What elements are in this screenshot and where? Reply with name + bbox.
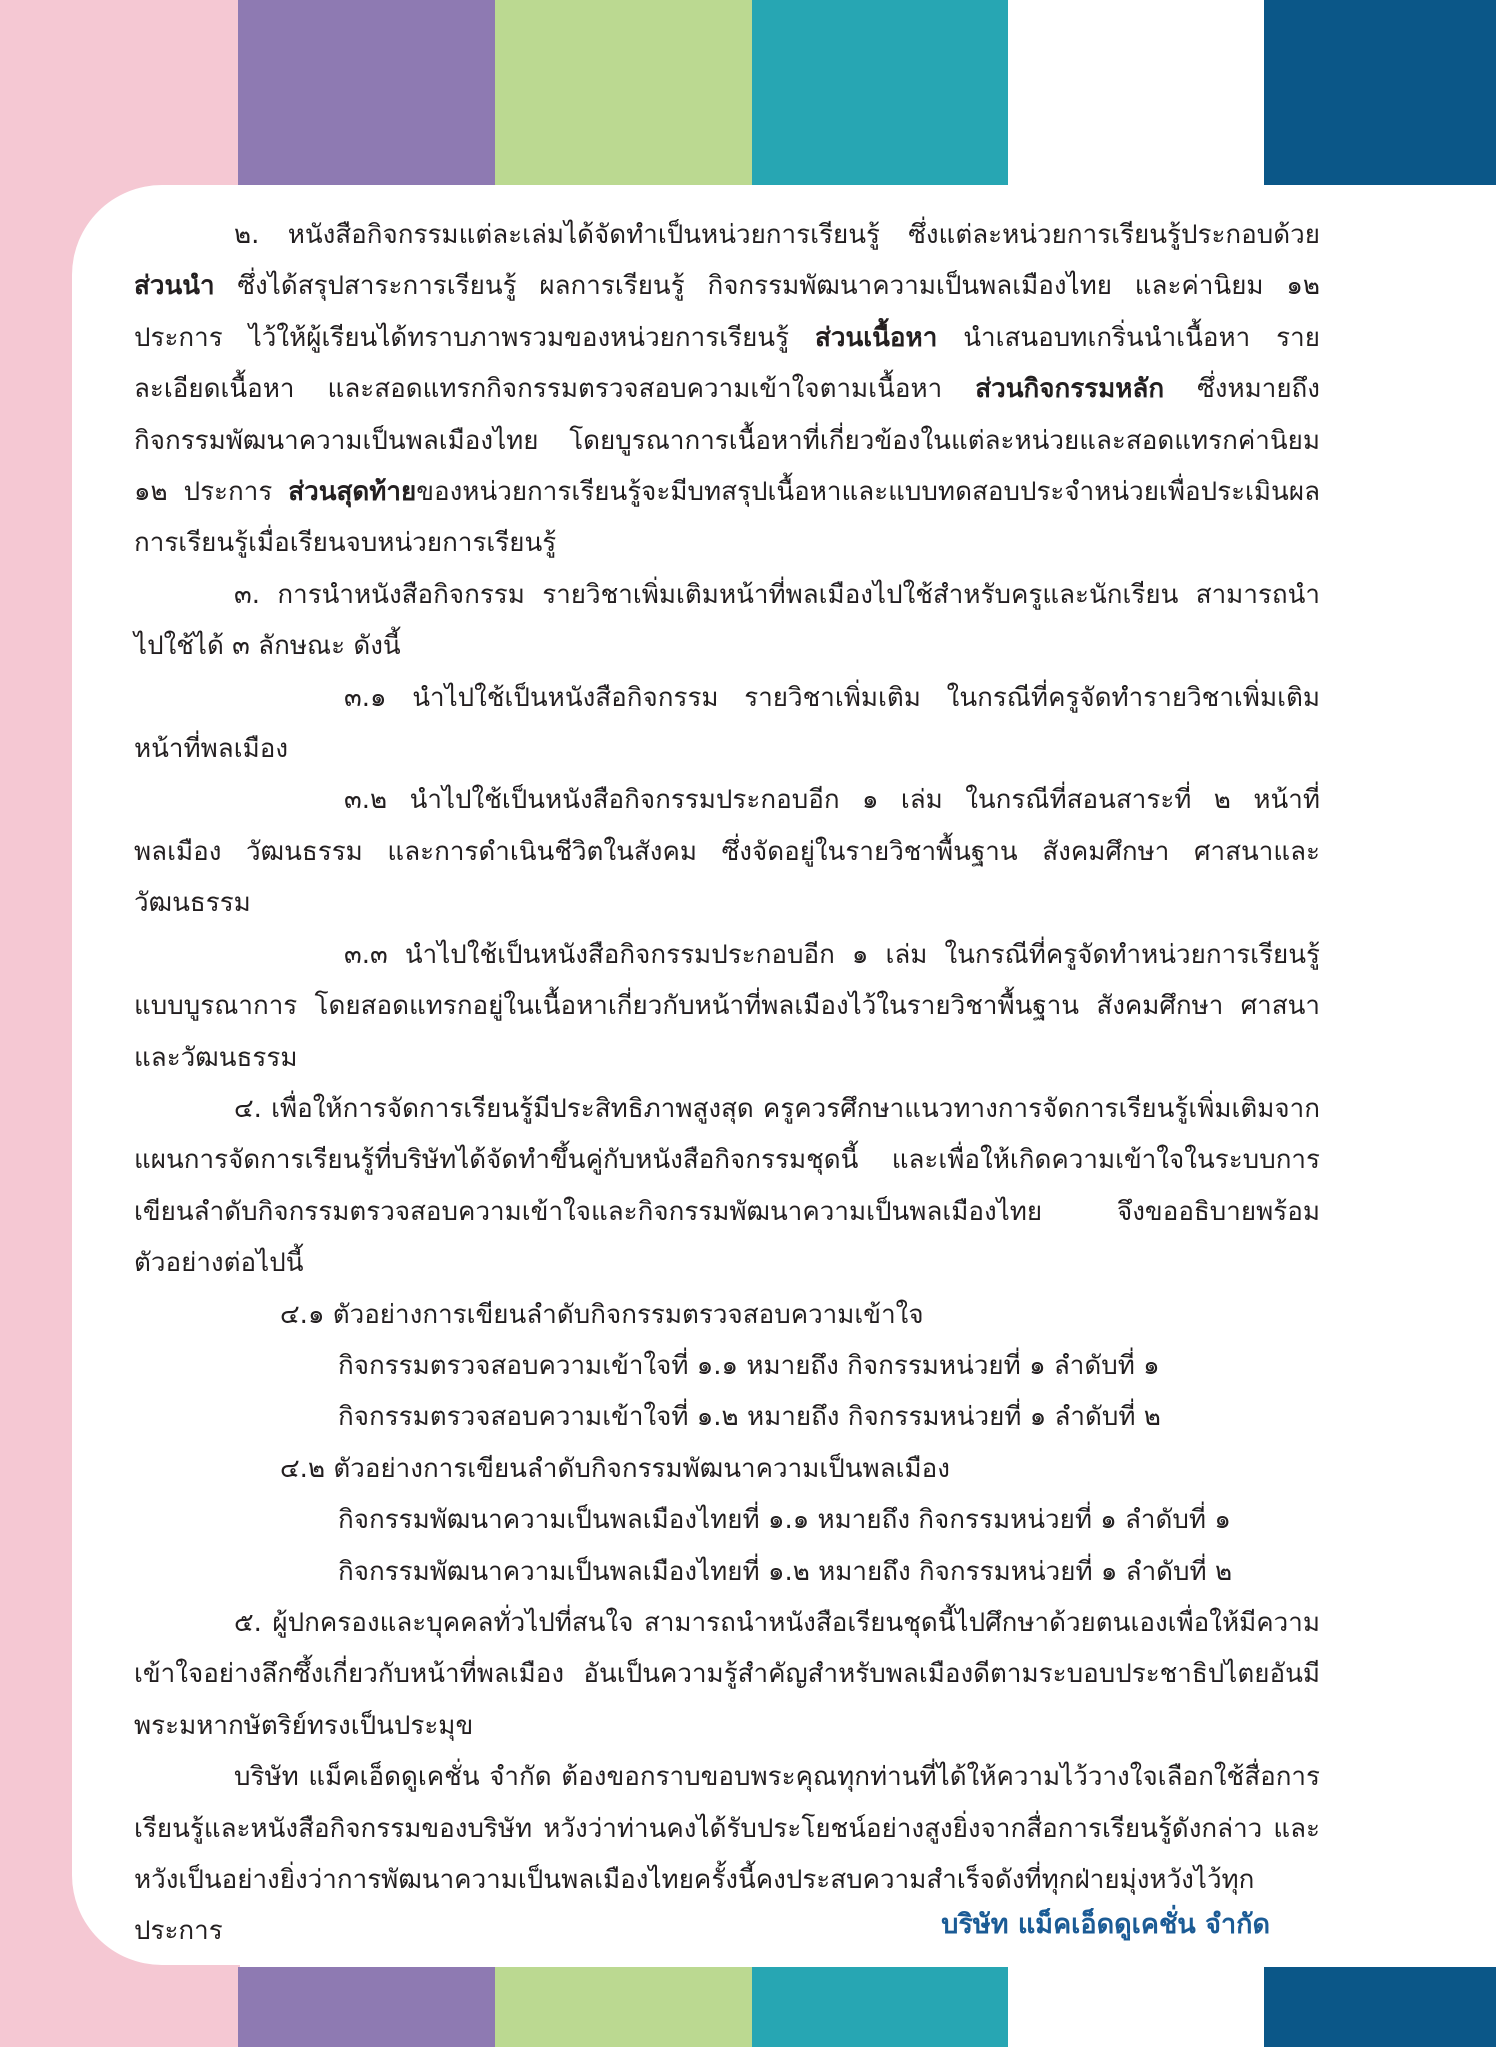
paragraph-4-1: ๔.๑ ตัวอย่างการเขียนลำดับกิจกรรมตรวจสอบความเข้าใจ bbox=[280, 1299, 924, 1330]
term-final-section: ส่วนสุดท้าย bbox=[288, 477, 417, 508]
band-top-purple bbox=[238, 0, 495, 200]
paragraph-2-number: ๒. bbox=[234, 220, 260, 250]
band-bottom-teal bbox=[752, 1967, 1009, 2047]
paragraph-3-1: ๓.๑ นำไปใช้เป็นหนังสือกิจกรรม รายวิชาเพิ่มเติม ในกรณีที่ครูจัดทำรายวิชาเพิ่มเติม หน้าที่พลเมือง bbox=[134, 682, 1320, 765]
paragraph-2-intro: หนังสือกิจกรรมแต่ละเล่มได้จัดทำเป็นหน่วยการเรียนรู้ ซึ่งแต่ละหน่วยการเรียนรู้ประกอบด้วย bbox=[259, 220, 1320, 250]
paragraph-2-part-c: ซึ่งได้สรุปสาระการเรียนรู้ ผลการเรียนรู้ กิจกรรมพัฒนาความเป็นพลเมืองไทย และค่านิยม ๑๒ ประการ ไว้ให้ผู้เรียนได้ทราบภาพรวมของหน่วยการเรียนรู้ bbox=[134, 271, 1320, 353]
paragraph-5: ๕. ผู้ปกครองและบุคคลทั่วไปที่สนใจ สามารถนำหนังสือเรียนชุดนี้ไปศึกษาด้วยตนเองเพื่อให้มีความเข้าใจอย่างลึกซึ้งเกี่ยวกับหน้าที่พลเมือง อันเป็นความรู้สำคัญสำหรับพลเมืองดีตามระบอบประชาธิปไตยอันมีพระมหากษัตริย์ทรงเป็นประมุข bbox=[134, 1607, 1320, 1741]
paragraph-2-part-d: นำเสนอบทเกริ่นนำเนื้อหา รายละเอียดเนื้อหา และสอดแทรกกิจกรรมตรวจสอบความเข้าใจตามเนื้อหา bbox=[134, 322, 1320, 405]
document-body bbox=[134, 210, 1320, 1958]
term-content-section: ส่วนเนื้อหา bbox=[815, 322, 938, 353]
paragraph-4-1-example-1: กิจกรรมตรวจสอบความเข้าใจที่ ๑.๑ หมายถึง กิจกรรมหน่วยที่ ๑ ลำดับที่ ๑ bbox=[338, 1350, 1160, 1381]
band-top-green bbox=[495, 0, 752, 200]
paragraph-4-1-example-2: กิจกรรมตรวจสอบความเข้าใจที่ ๑.๒ หมายถึง กิจกรรมหน่วยที่ ๑ ลำดับที่ ๒ bbox=[338, 1402, 1161, 1433]
company-signature: บริษัท แม็คเอ็ดดูเคชั่น จำกัด bbox=[941, 1909, 1270, 1940]
paragraph-4: ๔. เพื่อให้การจัดการเรียนรู้มีประสิทธิภาพสูงสุด ครูควรศึกษาแนวทางการจัดการเรียนรู้เพิ่มเติมจากแผนการจัดการเรียนรู้ที่บริษัทได้จัดทำขึ้นคู่กับหนังสือกิจกรรมชุดนี้ และเพื่อให้เกิดความเข้าใจในระบบการเขียนลำดับกิจกรรมตรวจสอบความเข้าใจและกิจกรรมพัฒนาความเป็นพลเมืองไทย จึงขออธิบายพร้อมตัวอย่างต่อไปนี้ bbox=[134, 1093, 1320, 1279]
band-bottom-green bbox=[495, 1967, 752, 2047]
term-main-activity-section: ส่วนกิจกรรมหลัก bbox=[975, 374, 1165, 405]
band-bottom-purple bbox=[238, 1967, 495, 2047]
band-bottom-white bbox=[1008, 1967, 1265, 2047]
paragraph-2-part-e: ซึ่งหมายถึง กิจกรรมพัฒนาความเป็นพลเมืองไทย โดยบูรณาการเนื้อหาที่เกี่ยวข้องในแต่ละหน่วยและสอดแทรกค่านิยม ๑๒ ประการ bbox=[134, 374, 1320, 508]
paragraph-3-2: ๓.๒ นำไปใช้เป็นหนังสือกิจกรรมประกอบอีก ๑ เล่ม ในกรณีที่สอนสาระที่ ๒ หน้าที่พลเมือง วัฒนธรรม และการดำเนินชีวิตในสังคม ซึ่งจัดอยู่ในรายวิชาพื้นฐาน สังคมศึกษา ศาสนาและวัฒนธรรม bbox=[134, 785, 1320, 919]
band-bottom-pink bbox=[0, 1967, 257, 2047]
band-bottom-navy bbox=[1264, 1967, 1496, 2047]
paragraph-3-3: ๓.๓ นำไปใช้เป็นหนังสือกิจกรรมประกอบอีก ๑ เล่ม ในกรณีที่ครูจัดทำหน่วยการเรียนรู้แบบบูรณาการ โดยสอดแทรกอยู่ในเนื้อหาเกี่ยวกับหน้าที่พลเมืองไว้ในรายวิชาพื้นฐาน สังคมศึกษา ศาสนา และวัฒนธรรม bbox=[134, 939, 1320, 1073]
band-top-white bbox=[1008, 0, 1265, 200]
paragraph-4-2-example-1: กิจกรรมพัฒนาความเป็นพลเมืองไทยที่ ๑.๑ หมายถึง กิจกรรมหน่วยที่ ๑ ลำดับที่ ๑ bbox=[338, 1505, 1231, 1536]
band-top-pink bbox=[0, 0, 257, 200]
band-top-teal bbox=[752, 0, 1009, 200]
band-top-navy bbox=[1264, 0, 1496, 200]
paragraph-thanks: บริษัท แม็คเอ็ดดูเคชั่น จำกัด ต้องขอกราบขอบพระคุณทุกท่านที่ได้ให้ความไว้วางใจเลือกใช้สื่อการเรียนรู้และหนังสือกิจกรรมของบริษัท หวังว่าท่านคงได้รับประโยชน์อย่างสูงยิ่งจากสื่อการเรียนรู้ดังกล่าว และหวังเป็นอย่างยิ่งว่าการพัฒนาความเป็นพลเมืองไทยครั้งนี้คงประสบความสำเร็จดังที่ทุกฝ่ายมุ่งหวังไว้ทุกประการ bbox=[134, 1762, 1320, 1947]
paragraph-4-2: ๔.๒ ตัวอย่างการเขียนลำดับกิจกรรมพัฒนาความเป็นพลเมือง bbox=[280, 1453, 950, 1484]
paragraph-2-part-f: ของหน่วยการเรียนรู้จะมีบทสรุปเนื้อหาและแบบทดสอบประจำหน่วยเพื่อประเมินผลการเรียนรู้เมื่อเรียนจบหน่วยการเรียนรู้ bbox=[134, 477, 1320, 559]
term-intro-section: ส่วนนำ bbox=[134, 271, 215, 302]
paragraph-3: ๓. การนำหนังสือกิจกรรม รายวิชาเพิ่มเติมหน้าที่พลเมืองไปใช้สำหรับครูและนักเรียน สามารถนำไปใช้ได้ ๓ ลักษณะ ดังนี้ bbox=[134, 579, 1320, 662]
paragraph-2 bbox=[134, 210, 1320, 570]
paragraph-4-2-example-2: กิจกรรมพัฒนาความเป็นพลเมืองไทยที่ ๑.๒ หมายถึง กิจกรรมหน่วยที่ ๑ ลำดับที่ ๒ bbox=[338, 1556, 1233, 1587]
